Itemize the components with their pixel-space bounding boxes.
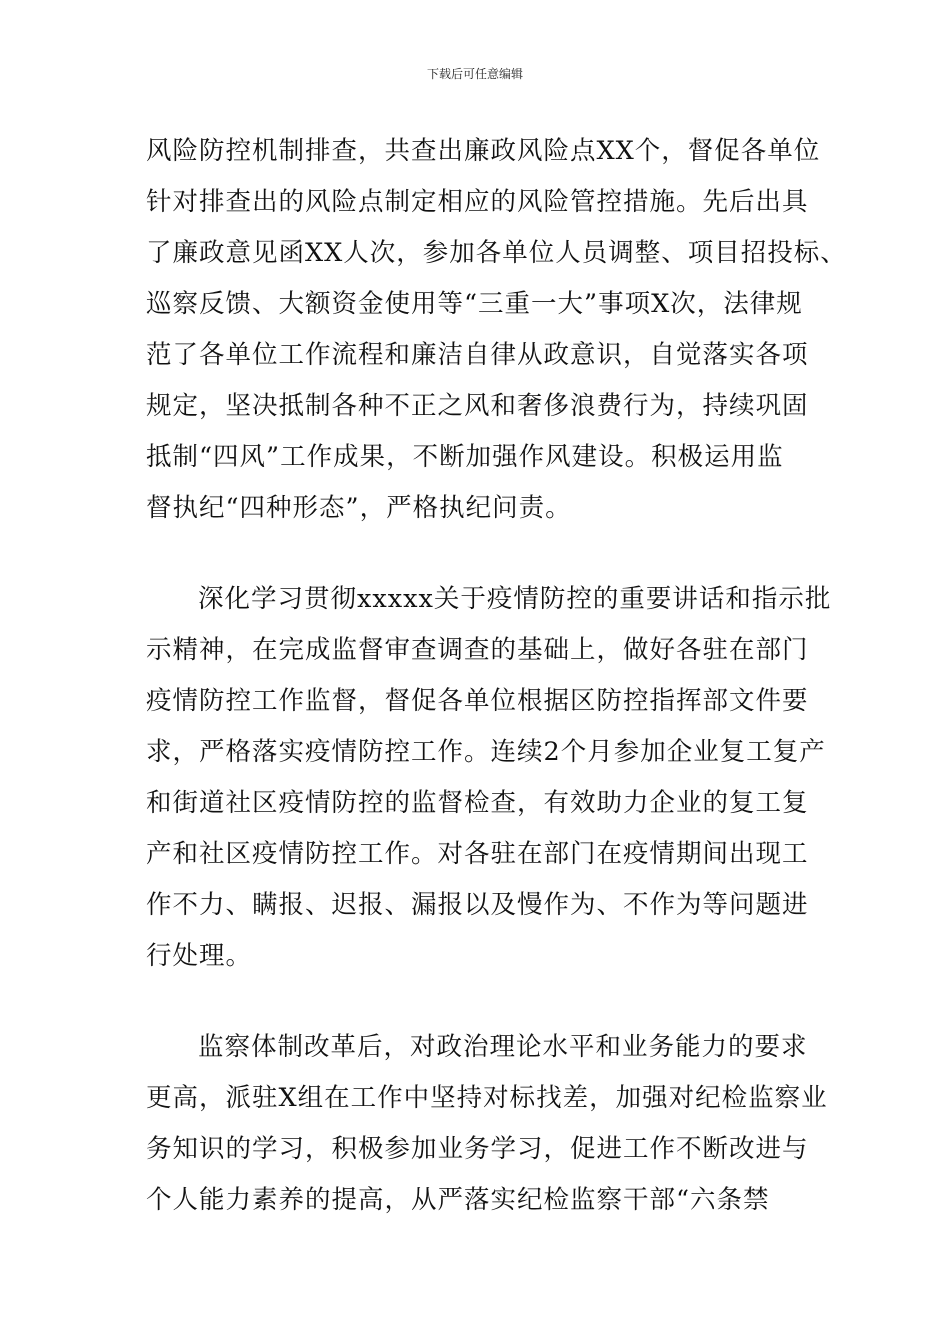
text-line: 作不力、瞒报、迟报、漏报以及慢作为、不作为等问题进 [146, 890, 809, 920]
text-line: 范了各单位工作流程和廉洁自律从政意识，自觉落实各项 [146, 340, 809, 370]
text-line: 抵制“四风”工作成果，不断加强作风建设。积极运用监 [146, 442, 784, 472]
text-line: 监察体制改革后，对政治理论水平和业务能力的要求 [198, 1032, 808, 1062]
text-line: 务知识的学习，积极参加业务学习，促进工作不断改进与 [146, 1134, 809, 1164]
text-line: 示精神，在完成监督审查调查的基础上，做好各驻在部门 [146, 635, 809, 665]
text-line: 求，严格落实疫情防控工作。连续2个月参加企业复工复产 [146, 737, 826, 767]
text-line: 疫情防控工作监督，督促各单位根据区防控指挥部文件要 [146, 686, 809, 716]
text-line: 了廉政意见函XX人次，参加各单位人员调整、项目招投标、 [146, 238, 847, 268]
text-line: 产和社区疫情防控工作。对各驻在部门在疫情期间出现工 [146, 839, 809, 869]
text-line: 和街道社区疫情防控的监督检查，有效助力企业的复工复 [146, 788, 809, 818]
text-line: 更高，派驻X组在工作中坚持对标找差，加强对纪检监察业 [146, 1083, 828, 1113]
text-line: 督执纪“四种形态”，严格执纪问责。 [146, 493, 572, 523]
text-line: 行处理。 [146, 941, 253, 971]
header-note: 下载后可任意编辑 [426, 67, 523, 81]
paragraph-1 [146, 126, 847, 534]
text-line: 深化学习贯彻xxxxx关于疫情防控的重要讲话和指示批 [198, 584, 832, 614]
text-line: 风险防控机制排查，共查出廉政风险点XX个，督促各单位 [146, 136, 821, 166]
text-line: 巡察反馈、大额资金使用等“三重一大”事项X次，法律规 [146, 289, 803, 319]
text-line: 规定，坚决抵制各种不正之风和奢侈浪费行为，持续巩固 [146, 391, 809, 421]
text-line: 个人能力素养的提高，从严落实纪检监察干部“六条禁 [146, 1185, 770, 1215]
text-line: 针对排查出的风险点制定相应的风险管控措施。先后出具 [146, 187, 809, 217]
paragraph-2 [146, 574, 832, 982]
paragraph-3 [146, 1022, 826, 1226]
